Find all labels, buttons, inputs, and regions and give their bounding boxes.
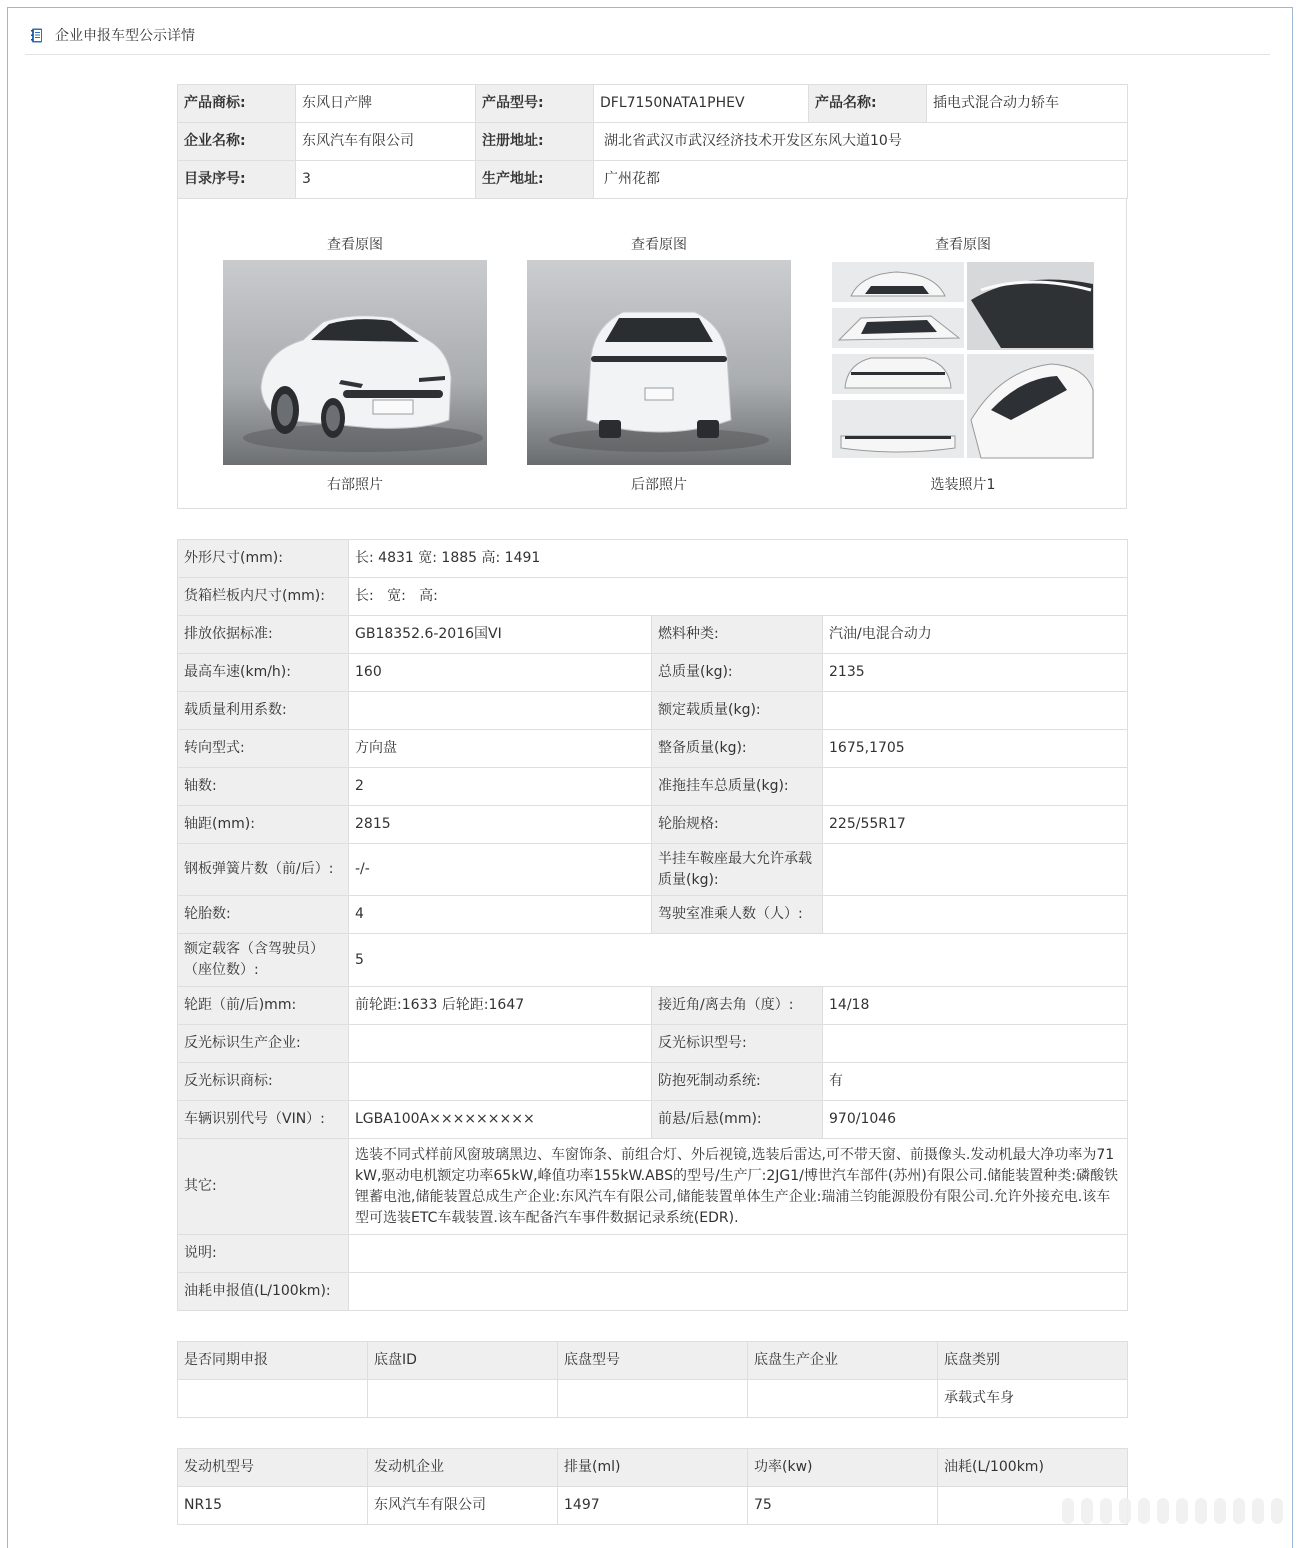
photo-caption: 右部照片 xyxy=(327,477,383,493)
rated-load-label: 额定载质量(kg): xyxy=(652,692,823,730)
cab-seats-label: 驾驶室准乘人数（人）: xyxy=(652,896,823,934)
table-header: 发动机企业 xyxy=(368,1449,558,1487)
fuel-value: 汽油/电混合动力 xyxy=(823,616,1128,654)
consumption-label: 油耗申报值(L/100km): xyxy=(178,1273,349,1311)
consumption-value xyxy=(349,1273,1128,1311)
table-header: 功率(kw) xyxy=(748,1449,938,1487)
track-value: 前轮距:1633 后轮距:1647 xyxy=(349,987,652,1025)
optional-parts-collage-photo[interactable] xyxy=(831,260,1095,465)
seats-label: 额定载客（含驾驶员）（座位数）: xyxy=(178,934,349,987)
table-header: 是否同期申报 xyxy=(178,1342,368,1380)
table-row xyxy=(178,1380,1128,1418)
axles-label: 轴数: xyxy=(178,768,349,806)
page-title: 企业申报车型公示详情 xyxy=(55,28,195,44)
tires-count-label: 轮胎数: xyxy=(178,896,349,934)
table-header: 底盘ID xyxy=(368,1342,558,1380)
axles-value: 2 xyxy=(349,768,652,806)
company-value: 东风汽车有限公司 xyxy=(296,123,476,161)
speed-label: 最高车速(km/h): xyxy=(178,654,349,692)
view-original-link[interactable]: 查看原图 xyxy=(327,237,383,253)
product-name-value: 插电式混合动力轿车 xyxy=(927,85,1128,123)
car-rear-photo[interactable] xyxy=(527,260,791,465)
production-address-label: 生产地址: xyxy=(476,161,594,199)
table-header: 底盘类别 xyxy=(938,1342,1128,1380)
total-mass-label: 总质量(kg): xyxy=(652,654,823,692)
book-icon xyxy=(31,28,43,43)
photo-caption: 选装照片1 xyxy=(930,477,996,493)
reflector-maker-value xyxy=(349,1025,652,1063)
emission-label: 排放依据标准: xyxy=(178,616,349,654)
catalog-value: 3 xyxy=(296,161,476,199)
reflector-maker-label: 反光标识生产企业: xyxy=(178,1025,349,1063)
table-cell: 承载式车身 xyxy=(938,1380,1128,1418)
steering-value: 方向盘 xyxy=(349,730,652,768)
product-name-label: 产品名称: xyxy=(809,85,927,123)
table-cell: 东风汽车有限公司 xyxy=(368,1487,558,1525)
spring-label: 钢板弹簧片数（前/后）: xyxy=(178,844,349,896)
other-value: 选装不同式样前风窗玻璃黑边、车窗饰条、前组合灯、外后视镜,选装后雷达,可不带天窗、前摄像头.发动机最大净功率为71kW,驱动电机额定功率65kW,峰值功率155kW.ABS的型号/生产厂:2JG1/博世汽车部件(苏州)有限公司.储能装置种类:磷酸铁锂蓄电池,储能装置总成生产企业:东风汽车有限公司,储能装置单体生产企业:瑞浦兰钧能源股份有限公司.允许外接充电.该车型可选装ETC车载装置.该车配备汽车事件数据记录系统(EDR). xyxy=(349,1139,1128,1235)
basic-info-table xyxy=(177,84,1128,199)
view-original-link[interactable]: 查看原图 xyxy=(631,237,687,253)
spring-value: -/- xyxy=(349,844,652,896)
note-value xyxy=(349,1235,1128,1273)
speed-value: 160 xyxy=(349,654,652,692)
view-original-link[interactable]: 查看原图 xyxy=(935,237,991,253)
watermark xyxy=(1062,1494,1292,1528)
car-front-right-photo[interactable] xyxy=(223,260,487,465)
tire-spec-value: 225/55R17 xyxy=(823,806,1128,844)
photo-right xyxy=(223,234,487,495)
registered-address-label: 注册地址: xyxy=(476,123,594,161)
cargo-dims-value: 长: 宽: 高: xyxy=(349,578,1128,616)
reflector-model-value xyxy=(823,1025,1128,1063)
reflector-model-label: 反光标识型号: xyxy=(652,1025,823,1063)
vin-value: LGBA100A××××××××× xyxy=(349,1101,652,1139)
load-util-value xyxy=(349,692,652,730)
rated-load-value xyxy=(823,692,1128,730)
steering-label: 转向型式: xyxy=(178,730,349,768)
reflector-brand-label: 反光标识商标: xyxy=(178,1063,349,1101)
wheelbase-label: 轴距(mm): xyxy=(178,806,349,844)
production-address-value: 广州花都 xyxy=(594,161,1128,199)
curb-mass-value: 1675,1705 xyxy=(823,730,1128,768)
overhang-label: 前悬/后悬(mm): xyxy=(652,1101,823,1139)
table-cell: 1497 xyxy=(558,1487,748,1525)
tires-count-value: 4 xyxy=(349,896,652,934)
cargo-dims-label: 货箱栏板内尺寸(mm): xyxy=(178,578,349,616)
photo-gallery xyxy=(177,198,1127,509)
brand-value: 东风日产牌 xyxy=(296,85,476,123)
registered-address-value: 湖北省武汉市武汉经济技术开发区东风大道10号 xyxy=(594,123,1128,161)
overhang-value: 970/1046 xyxy=(823,1101,1128,1139)
photo-rear xyxy=(527,234,791,495)
page-header xyxy=(25,16,1270,55)
model-value: DFL7150NATA1PHEV xyxy=(594,85,809,123)
dims-value: 长: 4831 宽: 1885 高: 1491 xyxy=(349,540,1128,578)
track-label: 轮距（前/后)mm: xyxy=(178,987,349,1025)
table-row xyxy=(178,1487,1128,1525)
photo-optional-1 xyxy=(831,234,1095,495)
photo-caption: 后部照片 xyxy=(631,477,687,493)
approach-angle-value: 14/18 xyxy=(823,987,1128,1025)
company-label: 企业名称: xyxy=(178,123,296,161)
semi-trailer-value xyxy=(823,844,1128,896)
fuel-label: 燃料种类: xyxy=(652,616,823,654)
abs-label: 防抱死制动系统: xyxy=(652,1063,823,1101)
trailer-mass-value xyxy=(823,768,1128,806)
semi-trailer-label: 半挂车鞍座最大允许承载质量(kg): xyxy=(652,844,823,896)
wheelbase-value: 2815 xyxy=(349,806,652,844)
specs-table xyxy=(177,539,1128,1311)
curb-mass-label: 整备质量(kg): xyxy=(652,730,823,768)
table-cell xyxy=(368,1380,558,1418)
catalog-label: 目录序号: xyxy=(178,161,296,199)
table-cell xyxy=(748,1380,938,1418)
abs-value: 有 xyxy=(823,1063,1128,1101)
cab-seats-value xyxy=(823,896,1128,934)
table-header: 底盘型号 xyxy=(558,1342,748,1380)
note-label: 说明: xyxy=(178,1235,349,1273)
reflector-brand-value xyxy=(349,1063,652,1101)
table-header: 油耗(L/100km) xyxy=(938,1449,1128,1487)
load-util-label: 载质量利用系数: xyxy=(178,692,349,730)
vin-label: 车辆识别代号（VIN）: xyxy=(178,1101,349,1139)
table-cell: 75 xyxy=(748,1487,938,1525)
total-mass-value: 2135 xyxy=(823,654,1128,692)
table-cell xyxy=(178,1380,368,1418)
table-header: 底盘生产企业 xyxy=(748,1342,938,1380)
table-header: 发动机型号 xyxy=(178,1449,368,1487)
brand-label: 产品商标: xyxy=(178,85,296,123)
trailer-mass-label: 准拖挂车总质量(kg): xyxy=(652,768,823,806)
emission-value: GB18352.6-2016国VI xyxy=(349,616,652,654)
table-cell: NR15 xyxy=(178,1487,368,1525)
other-label: 其它: xyxy=(178,1139,349,1235)
seats-value: 5 xyxy=(349,934,1128,987)
chassis-table xyxy=(177,1341,1128,1418)
dims-label: 外形尺寸(mm): xyxy=(178,540,349,578)
engine-table xyxy=(177,1448,1128,1525)
approach-angle-label: 接近角/离去角（度）: xyxy=(652,987,823,1025)
table-header: 排量(ml) xyxy=(558,1449,748,1487)
table-cell xyxy=(558,1380,748,1418)
model-label: 产品型号: xyxy=(476,85,594,123)
tire-spec-label: 轮胎规格: xyxy=(652,806,823,844)
